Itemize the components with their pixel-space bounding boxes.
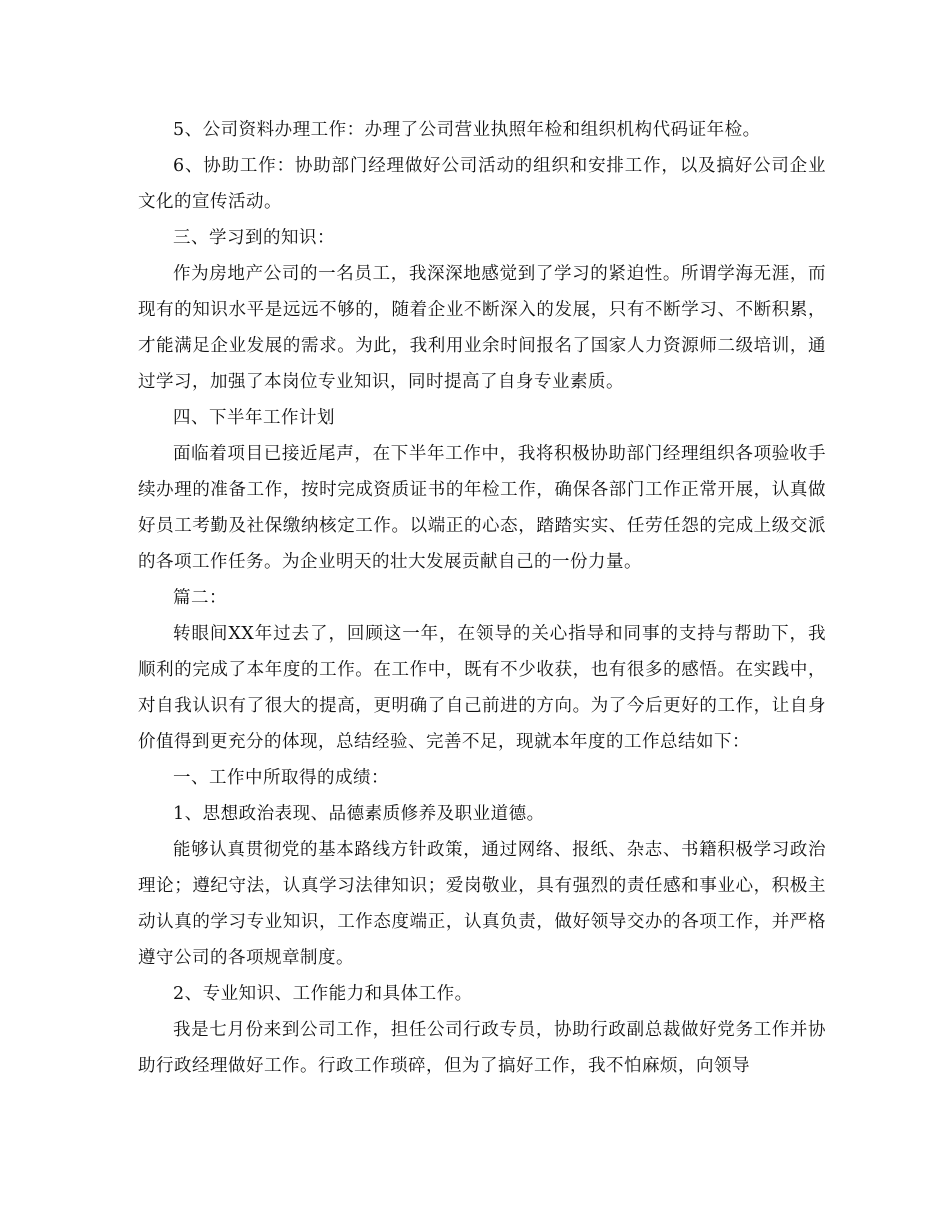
- paragraph-assist-work: 6、协助工作：协助部门经理做好公司活动的组织和安排工作，以及搞好公司企业文化的宣传活动。: [138, 156, 826, 212]
- section-heading-achievements: 一、工作中所取得的成绩：: [173, 768, 389, 788]
- section-heading-knowledge: 三、学习到的知识：: [173, 228, 335, 248]
- paragraph-review: 转眼间XX年过去了，回顾这一年，在领导的关心指导和同事的支持与帮助下，我顺利的完成了本年度的工作。在工作中，既有不少收获，也有很多的感悟。在实践中，对自我认识有了很大的提高，更明确了自己前进的方向。为了今后更好的工作，让自身价值得到更充分的体现，总结经验、完善不足，现就本年度的工作总结如下：: [138, 624, 826, 752]
- paragraph-job-description: 我是七月份来到公司工作，担任公司行政专员，协助行政副总裁做好党务工作并协助行政经理做好工作。行政工作琐碎，但为了搞好工作，我不怕麻烦，向领导: [138, 1020, 826, 1076]
- paragraph-politics: 能够认真贯彻党的基本路线方针政策，通过网络、报纸、杂志、书籍积极学习政治理论；遵纪守法，认真学习法律知识；爱岗敬业，具有强烈的责任感和事业心，积极主动认真的学习专业知识，工作态度端正，认真负责，做好领导交办的各项工作，并严格遵守公司的各项规章制度。: [138, 840, 826, 968]
- paragraph-plan: 面临着项目已接近尾声，在下半年工作中，我将积极协助部门经理组织各项验收手续办理的准备工作，按时完成资质证书的年检工作，确保各部门工作正常开展，认真做好员工考勤及社保缴纳核定工作。以端正的心态，踏踏实实、任劳任怨的完成上级交派的各项工作任务。为企业明天的壮大发展贡献自己的一份力量。: [138, 444, 826, 572]
- paragraph-item-1-title: 1、思想政治表现、品德素质修养及职业道德。: [173, 804, 545, 824]
- paragraph-learning: 作为房地产公司的一名员工，我深深地感觉到了学习的紧迫性。所谓学海无涯，而现有的知识水平是远远不够的，随着企业不断深入的发展，只有不断学习、不断积累，才能满足企业发展的需求。为此，我利用业余时间报名了国家人力资源师二级培训，通过学习，加强了本岗位专业知识，同时提高了自身专业素质。: [138, 264, 826, 392]
- section-heading-part-two: 篇二：: [173, 588, 227, 608]
- paragraph-company-documents: 5、公司资料办理工作：办理了公司营业执照年检和组织机构代码证年检。: [173, 120, 761, 140]
- paragraph-item-2-title: 2、专业知识、工作能力和具体工作。: [173, 984, 473, 1004]
- document-page: [138, 112, 826, 1084]
- section-heading-plan: 四、下半年工作计划: [173, 408, 335, 428]
